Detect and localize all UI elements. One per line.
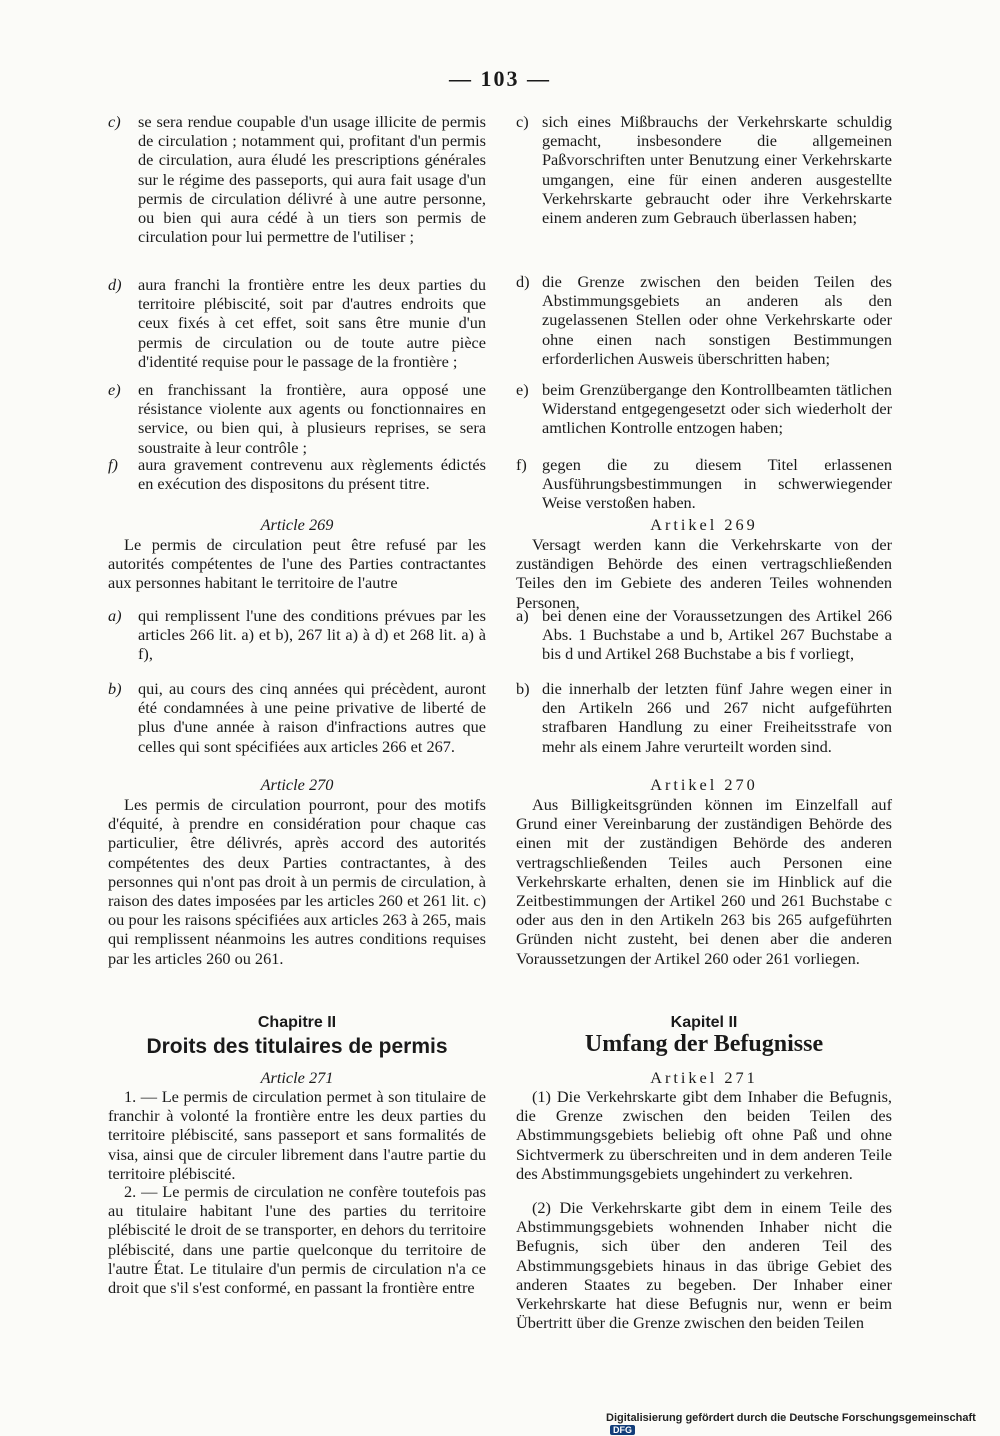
footer	[606, 1412, 1000, 1436]
fr-article-271-p1: 1. — Le permis de circulation permet à son titulaire de franchir à volonté la frontière entre les deux parties du territoire plébiscité, sans passeport et sans formalités de visa, ainsi que de circuler librement dans l'autre partie du territoire plébiscité.	[108, 1087, 486, 1183]
de-article-271-p1: (1) Die Verkehrskarte gibt dem Inhaber die Befugnis, die Grenze zwischen den beiden Teilen des Abstimmungsgebiets beliebig oft ohne Paß und ohne Sichtvermerk zu überschreiten und in dem anderen Teile des Abstimmungsgebiets ungehindert zu verkehren.	[516, 1087, 892, 1183]
fr-269-item-a	[108, 606, 486, 664]
fr-item-e	[108, 380, 486, 457]
item-label: c)	[516, 112, 529, 131]
item-label: a)	[108, 606, 122, 625]
fr-article-269-intro: Le permis de circulation peut être refusé par les autorités compétentes de l'une des Parties contractantes aux personnes habitant le territoire de l'autre	[108, 535, 486, 593]
item-label: a)	[516, 606, 529, 625]
de-item-e	[516, 380, 892, 438]
item-label: d)	[108, 275, 122, 294]
de-article-270-title: Artikel 270	[650, 775, 758, 794]
item-text: beim Grenzübergange den Kontrollbeamten tätlichen Widerstand entgegengesetzt oder sich wiederholt der amtlichen Kontrolle entzogen haben;	[542, 380, 892, 438]
item-label: b)	[108, 679, 122, 698]
item-text: sich eines Mißbrauchs der Verkehrskarte schuldig gemacht, insbesondere die allgemeinen Paßvorschriften unter Benutzung einer Verkehrskarte umgangen, eine für einen anderen ausgestellte Verkehrskarte gebraucht oder ihre Verkehrskarte einem anderen zum Gebrauch überlassen haben;	[542, 112, 892, 228]
fr-item-d	[108, 275, 486, 371]
footer-text: Digitalisierung gefördert durch die Deutsche Forschungsgemeinschaft	[606, 1412, 976, 1424]
item-text: bei denen eine der Voraussetzungen des Artikel 266 Abs. 1 Buchstabe a und b, Artikel 267 Buchstabe a bis d und Artikel 268 Buchstabe a bis f vorliegt,	[542, 606, 892, 664]
item-label: e)	[516, 380, 529, 399]
de-269-item-b	[516, 679, 892, 756]
item-text: die innerhalb der letzten fünf Jahre wegen einer in den Artikeln 266 und 267 nicht aufgeführten strafbaren Handlung zu einer Freiheitsstrafe von mehr als einem Jahre verurteilt worden sind.	[542, 679, 892, 756]
item-text: gegen die zu diesem Titel erlassenen Ausführungsbestimmungen in schwerwiegender Weise verstoßen haben.	[542, 455, 892, 513]
item-text: aura gravement contrevenu aux règlements édictés en exécution des dispositons du présent titre.	[138, 455, 486, 494]
item-text: en franchissant la frontière, aura opposé une résistance violente aux agents ou fonctionnaires en service, ou bien qui, à plusieurs reprises, se sera soustraite à leur contrôle ;	[138, 380, 486, 457]
de-item-c	[516, 112, 892, 227]
fr-article-270-title: Article 270	[260, 775, 334, 794]
fr-269-item-b	[108, 679, 486, 756]
item-text: qui, au cours des cinq années qui précèdent, auront été condamnées à une peine privative de liberté de plus d'une année à raison d'infractions autres que celles qui sont spécifiées aux articles 266 et 267.	[138, 679, 486, 756]
fr-chapter-title: Droits des titulaires de permis	[146, 1035, 448, 1058]
item-label: f)	[516, 455, 527, 474]
de-article-269-intro: Versagt werden kann die Verkehrskarte von der zuständigen Behörde des einen vertragschließenden Teiles den im Gebiete des anderen Teiles wohnenden Personen,	[516, 535, 892, 612]
de-article-269-title: Artikel 269	[650, 515, 758, 534]
de-item-f	[516, 455, 892, 513]
fr-item-f	[108, 455, 486, 493]
fr-article-269-title: Article 269	[260, 515, 334, 534]
de-chapter-label: Kapitel II	[670, 1014, 738, 1031]
de-article-270-text: Aus Billigkeitsgründen können im Einzelfall auf Grund einer Vereinbarung der zuständigen Behörde des einen mit der zuständigen Behörde des anderen vertragschließenden Teiles auch Personen eine Verkehrskarte erhalten, denen sie im Hinblick auf die Zeitbestimmungen der Artikel 260 und 261 Buchstabe c oder aus den in den Artikeln 263 bis 265 aufgeführten Gründen nicht zusteht, bei denen aber die anderen Voraussetzungen der Artikel 260 oder 261 vorliegen.	[516, 795, 892, 968]
item-text: se sera rendue coupable d'un usage illicite de permis de circulation ; notamment qui, profitant d'un permis de circulation, aura éludé les prescriptions générales sur le régime des passeports, qui aura fait usage d'un permis de circulation délivré à une autre personne, ou bien qui aura cédé à un tiers son permis de circulation pour lui permettre de l'utiliser ;	[138, 112, 486, 247]
item-label: d)	[516, 272, 530, 291]
de-269-item-a	[516, 606, 892, 664]
item-text: die Grenze zwischen den beiden Teilen des Abstimmungsgebiets an anderen als den zugelassenen Stellen oder ohne Verkehrskarte oder ohne einen nach sonstigen Bestimmungen erforderlichen Ausweis überschritten haben;	[542, 272, 892, 368]
fr-chapter-label: Chapitre II	[257, 1014, 337, 1031]
de-article-271-p2: (2) Die Verkehrskarte gibt dem in einem Teile des Abstimmungsgebiets wohnenden Inhaber nicht die Befugnis, sich über den anderen Teil des Abstimmungsgebiets hinaus in das übrige Gebiet des anderen Staates zu begeben. Der Inhaber einer Verkehrskarte hat diese Befugnis nur, wenn er beim Übertritt über die Grenze zwischen den beiden Teilen	[516, 1198, 892, 1333]
fr-article-270-text: Les permis de circulation pourront, pour des motifs d'équité, à prendre en considération pour chaque cas particulier, être délivrés, après accord des autorités compétentes des deux Parties contractantes, à des personnes qui n'ont pas droit à un permis de circulation, à raison des dates imposées par les articles 260 et 261 lit. c) ou pour les raisons spécifiées aux articles 263 à 265, mais qui remplissent néanmoins les autres conditions requises par les articles 260 ou 261.	[108, 795, 486, 968]
fr-article-271-title: Article 271	[260, 1068, 334, 1087]
fr-item-c	[108, 112, 486, 246]
de-chapter-title: Umfang der Befugnisse	[584, 1031, 824, 1057]
de-article-271-title: Artikel 271	[650, 1068, 758, 1087]
dfg-logo: DFG	[610, 1425, 635, 1435]
page-number: — 103 —	[449, 66, 551, 91]
fr-article-271-p2: 2. — Le permis de circulation ne confère toutefois pas au titulaire habitant l'une des parties du territoire plébiscité le droit de se transporter, en dehors du territoire plébiscité, dans une partie quelconque du territoire de l'autre État. Le titulaire d'un permis de circulation n'a ce droit que s'il s'est conformé, en passant la frontière entre	[108, 1182, 486, 1298]
de-item-d	[516, 272, 892, 368]
item-label: b)	[516, 679, 530, 698]
item-text: aura franchi la frontière entre les deux parties du territoire plébiscité, soit par d'autres endroits que ceux fixés à cet effet, soit sans être munie d'un permis de circulation ou de toute autre pièce d'identité requise pour le passage de la frontière ;	[138, 275, 486, 371]
item-label: f)	[108, 455, 118, 474]
item-label: c)	[108, 112, 121, 131]
item-text: qui remplissent l'une des conditions prévues par les articles 266 lit. a) et b), 267 lit a) à d) et 268 lit. a) à f),	[138, 606, 486, 664]
item-label: e)	[108, 380, 121, 399]
